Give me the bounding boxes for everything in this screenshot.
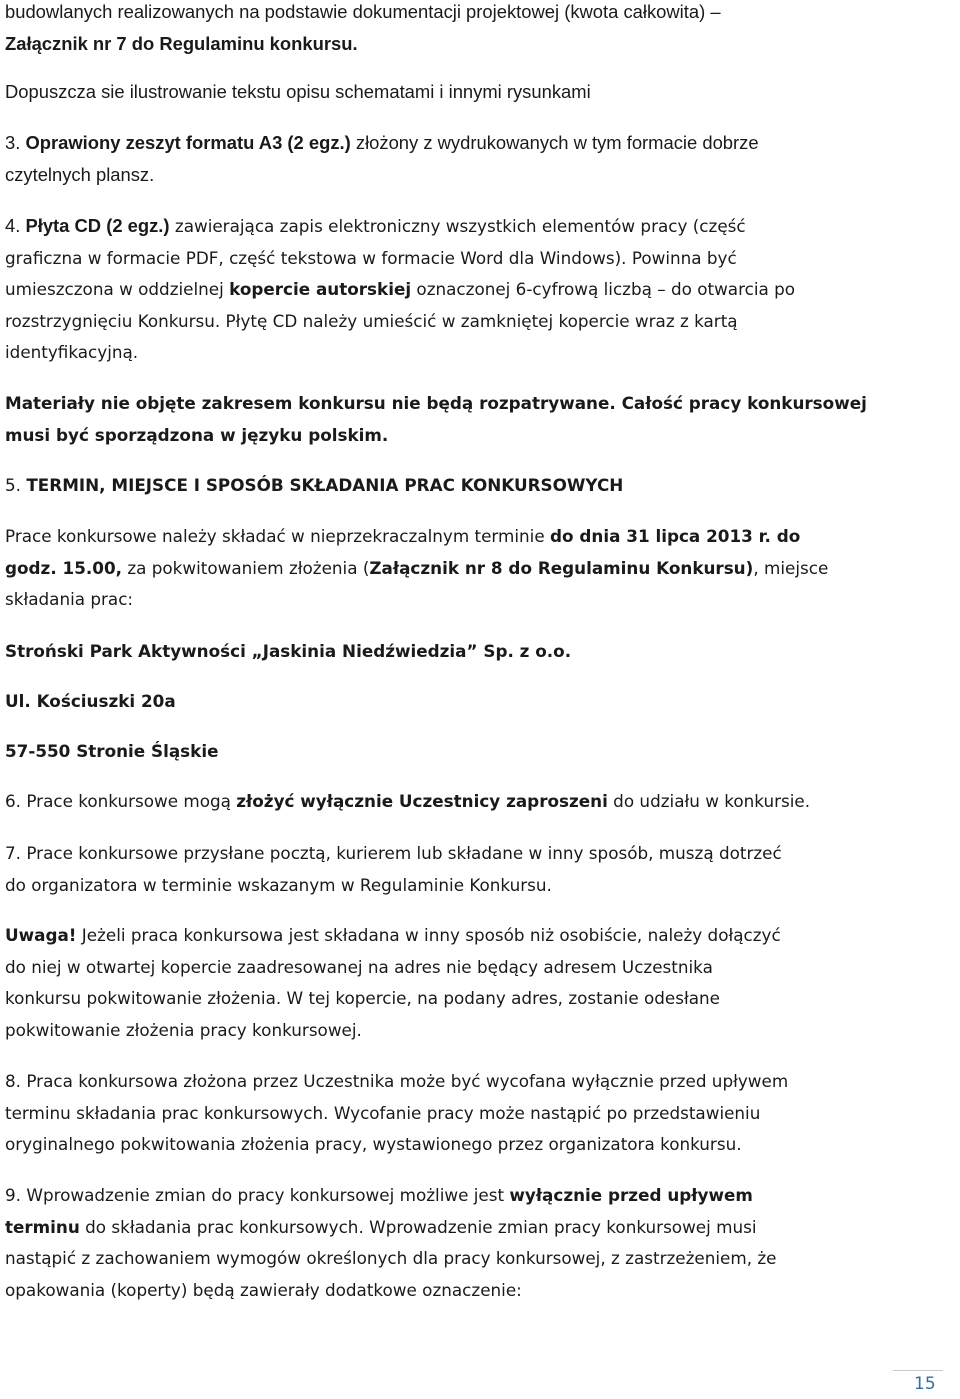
paragraph-illustrations [5,76,955,108]
text-line [5,274,955,306]
text-line: konkursu pokwitowanie złożenia. W tej kopercie, na podany adres, zostanie odesłane [5,988,720,1008]
bold-text: Materiały nie objęte zakresem konkursu nie będą rozpatrywane. Całość pracy konkursowej [5,393,867,413]
text-line: nastąpić z zachowaniem wymogów określonych dla pracy konkursowej, z zastrzeżeniem, że [5,1248,777,1268]
bold-text: Ul. Kościuszki 20a [5,691,176,711]
bold-text: wyłącznie przed upływem [509,1185,753,1205]
text-line: 8. Praca konkursowa złożona przez Uczestnika może być wycofana wyłącznie przed upływem [5,1071,789,1091]
section-heading-5 [5,470,955,502]
section-number: 5. [5,475,27,495]
inline-text: Prace konkursowe należy składać w nieprzekraczalnym terminie [5,526,551,546]
page-number: 15 [914,1374,936,1394]
bold-text: Stroński Park Aktywności „Jaskinia Niedźwiedzia” Sp. z o.o. [5,641,572,661]
list-number: 4. [5,215,26,236]
text-line: do niej w otwartej kopercie zaadresowanej na adres nie będący adresem Uczestnika [5,956,713,977]
address-street [5,686,955,718]
text-line [5,786,955,818]
text-line: Dopuszcza sie ilustrowanie tekstu opisu schematami i innymi rysunkami [5,81,591,102]
text-line: czytelnych plansz. [5,163,155,185]
inline-text: 9. Wprowadzenie zmian do pracy konkursowej możliwe jest [5,1185,510,1205]
paragraph-deadline [5,521,955,616]
text-line [5,920,955,952]
list-number: 3. [5,132,26,153]
bold-text: 57-550 Stronie Śląskie [5,741,219,761]
bold-text: złożyć wyłącznie Uczestnicy zaproszeni [236,791,608,811]
list-item-6 [5,786,955,818]
paragraph-attachment-7 [5,0,955,59]
address-city [5,736,955,768]
bold-text: Uwaga! [5,925,77,945]
text-line [5,1212,955,1244]
bold-text: Oprawiony zeszyt formatu A3 (2 egz.) [25,132,351,153]
inline-text: 6. Prace konkursowe mogą [5,791,237,811]
inline-text: Jeżeli praca konkursowa jest składana w inny sposób niż osobiście, należy dołączyć [76,925,781,945]
footer-divider [893,1370,943,1371]
inline-text: złożony z wydrukowanych w tym formacie dobrze [350,132,759,153]
bold-text: terminu [5,1216,80,1237]
text-line: budowlanych realizowanych na podstawie dokumentacji projektowej (kwota całkowita) – [5,1,721,22]
paragraph-scope-notice [5,388,955,451]
text-line: rozstrzygnięciu Konkursu. Płytę CD należy umieścić w zamkniętej kopercie wraz z kartą [5,310,738,331]
text-line: identyfikacyjną. [5,342,139,362]
bold-text: Płyta CD (2 egz.) [25,215,170,236]
bold-text: do dnia 31 lipca 2013 r. do [550,526,801,546]
bold-text: kopercie autorskiej [229,279,412,299]
inline-text: do udziału w konkursie. [607,791,811,811]
text-line: terminu składania prac konkursowych. Wycofanie pracy może nastąpić po przedstawieniu [5,1102,761,1123]
list-item-7 [5,838,955,901]
bold-text: Załącznik nr 8 do Regulaminu Konkursu) [369,557,754,578]
inline-text: do składania prac konkursowych. Wprowadzenie zmian pracy konkursowej musi [79,1216,757,1237]
list-item-8 [5,1066,955,1161]
text-line [5,28,955,60]
bold-text: Załącznik nr 7 do Regulaminu konkursu. [5,32,358,54]
section-title: TERMIN, MIEJSCE I SPOSÓB SKŁADANIA PRAC KONKURSOWYCH [26,475,624,495]
text-line [5,470,955,502]
text-line [5,553,955,585]
text-line: opakowania (koperty) będą zawierały dodatkowe oznaczenie: [5,1279,522,1300]
inline-text: , miejsce [753,557,829,578]
bold-text: godz. 15.00, [5,557,122,578]
list-item-9 [5,1180,955,1306]
text-line: graficzna w formacie PDF, część tekstowa w formacie Word dla Windows). Powinna być [5,247,737,268]
text-line [5,127,955,159]
inline-text: umieszczona w oddzielnej [5,279,230,299]
text-line: do organizatora w terminie wskazanym w Regulaminie Konkursu. [5,874,552,895]
text-line: oryginalnego pokwitowania złożenia pracy, wystawionego przez organizatora konkursu. [5,1134,742,1154]
list-item-3 [5,127,955,190]
inline-text: zawierająca zapis elektroniczny wszystkich elementów pracy (część [169,216,746,236]
text-line: 7. Prace konkursowe przysłane pocztą, kurierem lub składane w inny sposób, muszą dotrzeć [5,843,782,863]
text-line [5,521,955,553]
text-line [5,210,955,243]
text-line [5,1180,955,1212]
inline-text: oznaczonej 6-cyfrową liczbą – do otwarcia po [411,279,796,299]
paragraph-warning [5,920,955,1046]
bold-text: musi być sporządzona w języku polskim. [5,424,389,445]
inline-text: za pokwitowaniem złożenia ( [122,557,370,578]
text-line: składania prac: [5,589,134,609]
text-line: pokwitowanie złożenia pracy konkursowej. [5,1019,362,1040]
list-item-4 [5,210,955,369]
address-company [5,636,955,668]
